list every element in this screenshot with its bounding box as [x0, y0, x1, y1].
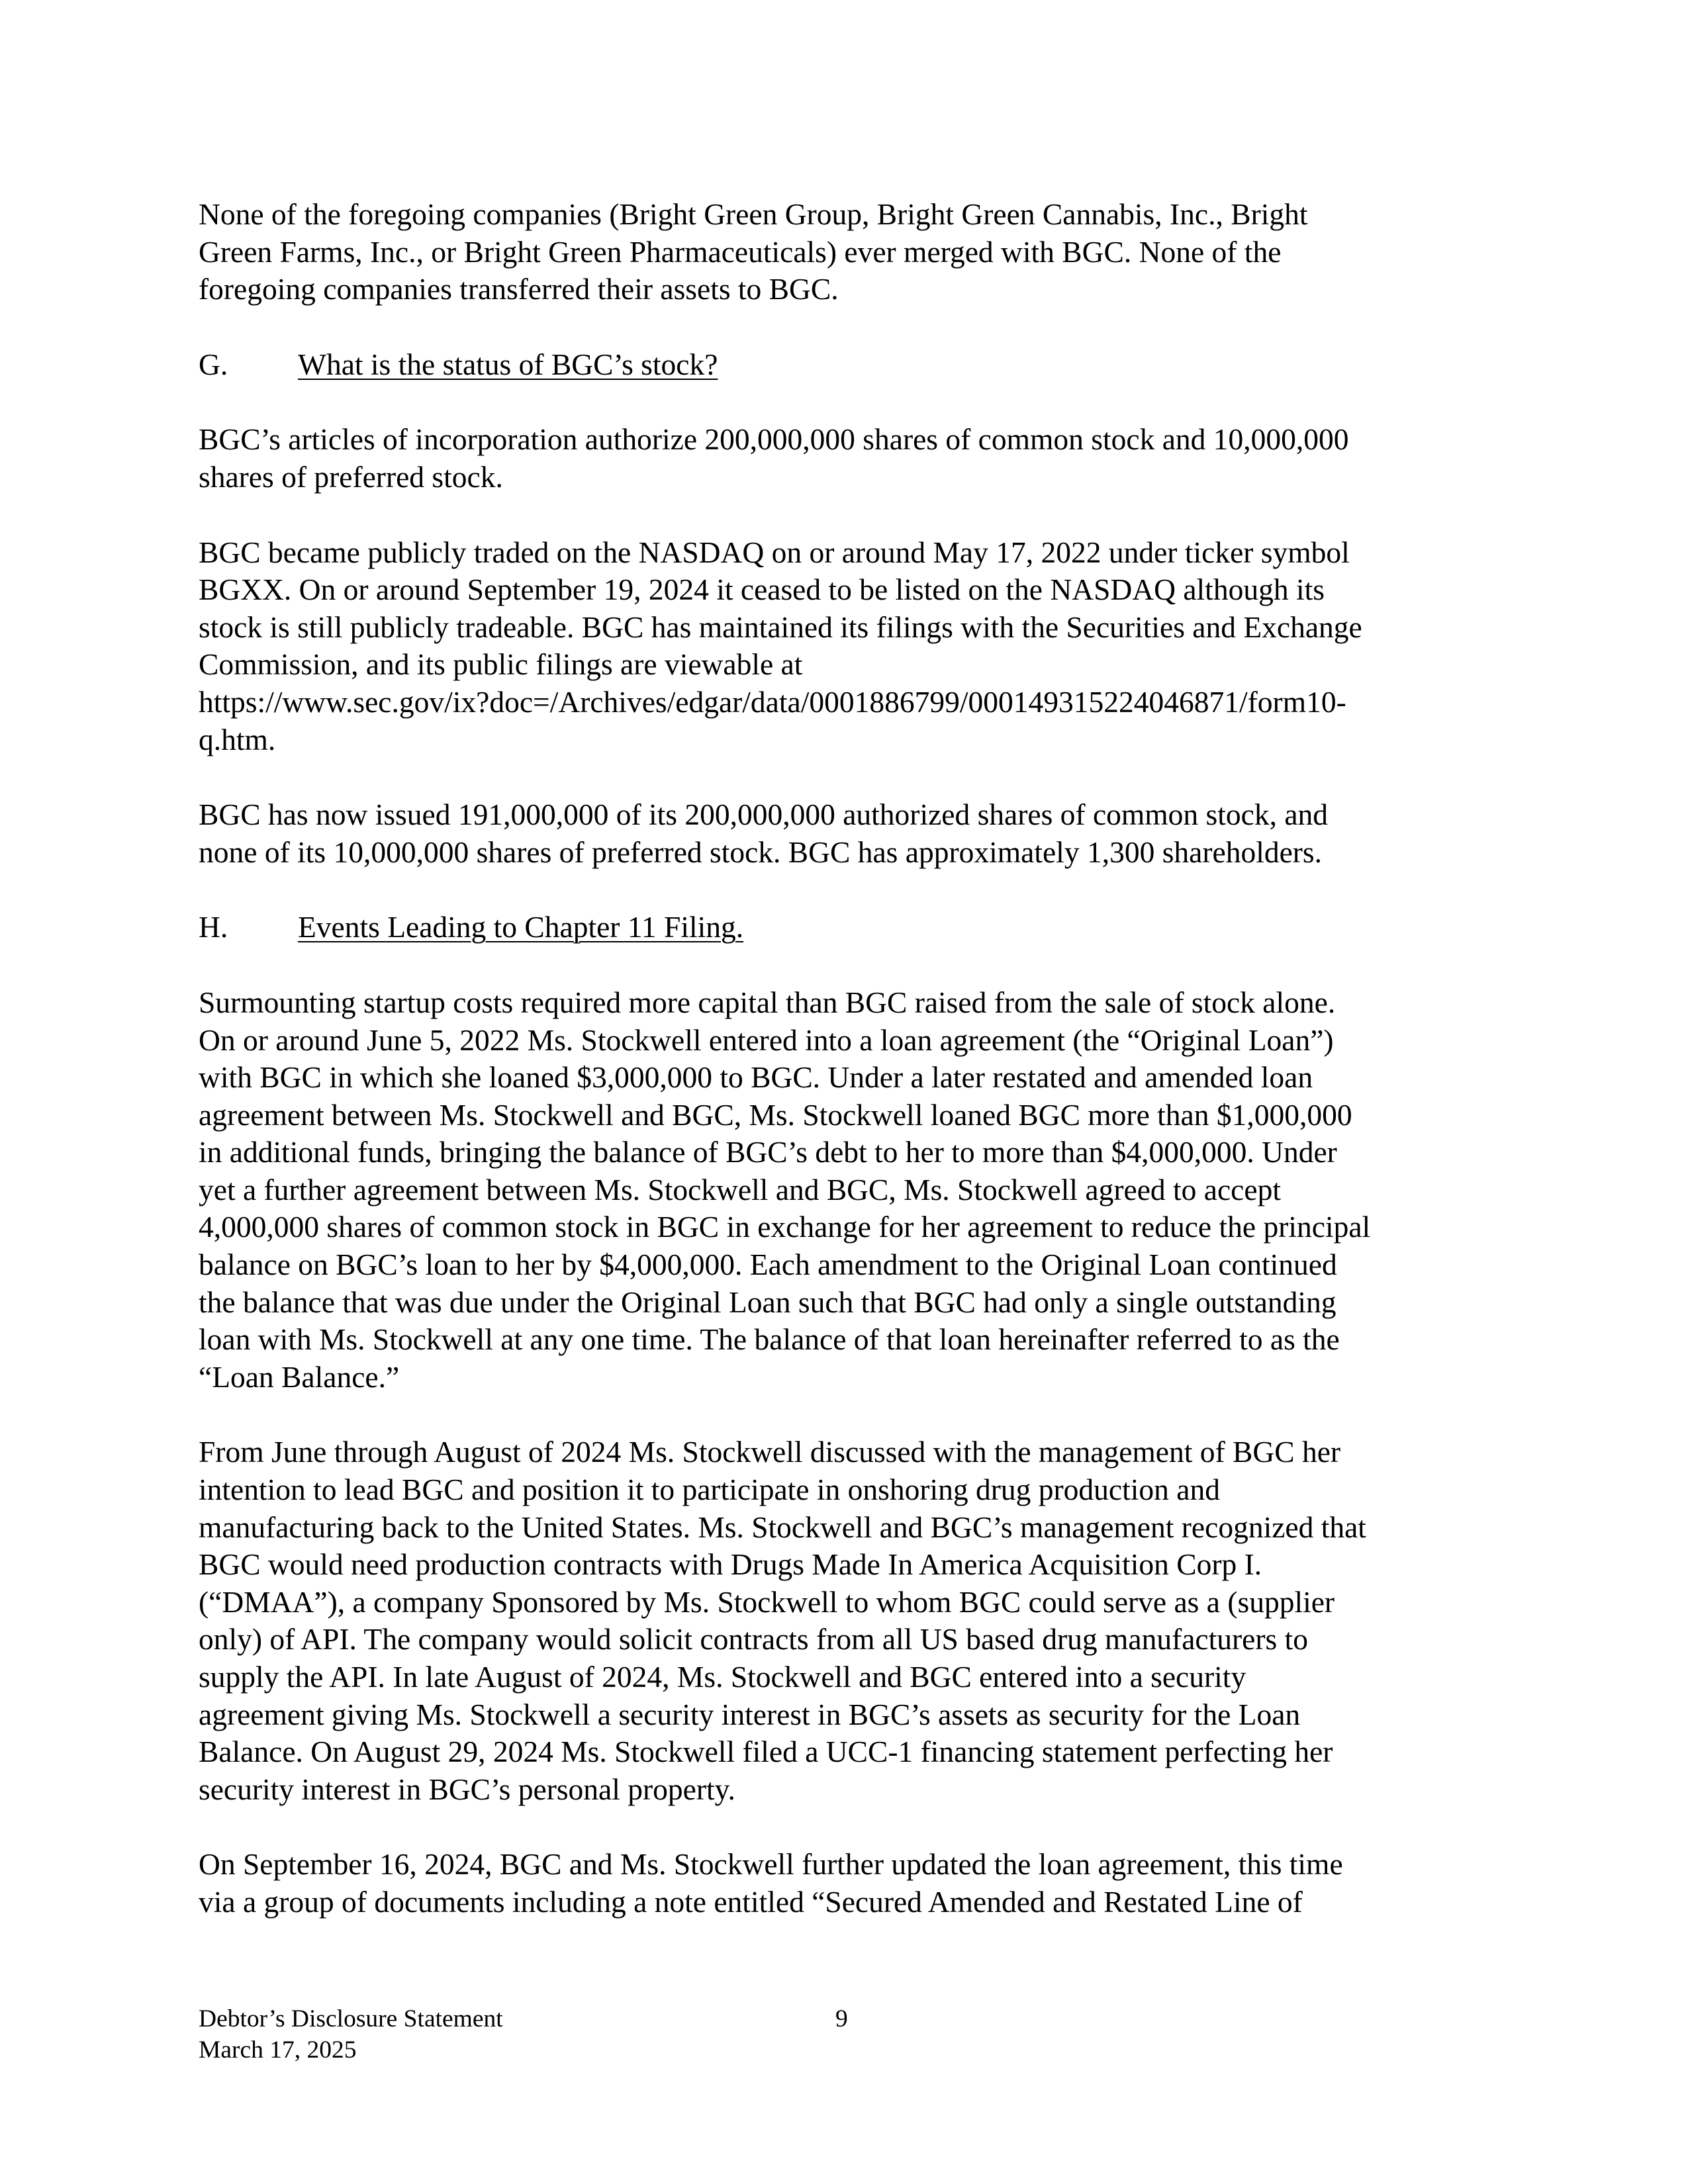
paragraph-line: intention to lead BGC and position it to participate in onshoring drug production and — [199, 1473, 1220, 1507]
paragraph-line: the balance that was due under the Original Loan such that BGC had only a single outstanding — [199, 1285, 1336, 1319]
paragraph-line: BGC has now issued 191,000,000 of its 200,000,000 authorized shares of common stock, and — [199, 797, 1329, 832]
paragraph-line: balance on BGC’s loan to her by $4,000,000. Each amendment to the Original Loan continued — [199, 1248, 1337, 1282]
paragraph — [199, 1846, 1496, 1921]
paragraph — [199, 984, 1496, 1396]
paragraph-line: BGC became publicly traded on the NASDAQ on or around May 17, 2022 under ticker symbol — [199, 535, 1350, 569]
paragraph-line: On September 16, 2024, BGC and Ms. Stockwell further updated the loan agreement, this time — [199, 1847, 1343, 1882]
paragraph-line: Green Farms, Inc., or Bright Green Pharmaceuticals) ever merged with BGC. None of the — [199, 234, 1282, 269]
paragraph-line: agreement between Ms. Stockwell and BGC, Ms. Stockwell loaned BGC more than $1,000,000 — [199, 1097, 1352, 1132]
paragraph-line: shares of preferred stock. — [199, 459, 503, 494]
paragraph — [199, 196, 1496, 308]
paragraph-line: BGC would need production contracts with Drugs Made In America Acquisition Corp I. — [199, 1547, 1262, 1582]
footer-document-title: Debtor’s Disclosure Statement — [199, 2005, 503, 2032]
paragraph-line: BGXX. On or around September 19, 2024 it ceased to be listed on the NASDAQ although its — [199, 572, 1325, 607]
paragraph-line: “Loan Balance.” — [199, 1359, 400, 1394]
paragraph-line: manufacturing back to the United States. Ms. Stockwell and BGC’s management recognized that — [199, 1510, 1366, 1544]
paragraph-line: Commission, and its public filings are viewable at — [199, 647, 803, 682]
paragraph-line: security interest in BGC’s personal property. — [199, 1772, 735, 1806]
paragraph-line: None of the foregoing companies (Bright Green Group, Bright Green Cannabis, Inc., Bright — [199, 197, 1308, 231]
section-heading-text: What is the status of BGC’s stock? — [298, 347, 718, 381]
page-number: 9 — [835, 2005, 848, 2032]
section-heading-letter: G. — [199, 347, 228, 381]
paragraph-line: none of its 10,000,000 shares of preferred stock. BGC has approximately 1,300 shareholders. — [199, 835, 1323, 869]
paragraph-line: only) of API. The company would solicit contracts from all US based drug manufacturers to — [199, 1622, 1308, 1657]
paragraph-line: Balance. On August 29, 2024 Ms. Stockwell filed a UCC-1 financing statement perfecting her — [199, 1735, 1333, 1769]
paragraph-line: with BGC in which she loaned $3,000,000 to BGC. Under a later restated and amended loan — [199, 1060, 1313, 1095]
section-heading — [199, 346, 1496, 384]
section-heading — [199, 909, 1496, 946]
paragraph-line: agreement giving Ms. Stockwell a security interest in BGC’s assets as security for the Loan — [199, 1697, 1301, 1731]
section-heading-letter: H. — [199, 910, 228, 944]
paragraph-line: (“DMAA”), a company Sponsored by Ms. Stockwell to whom BGC could serve as a (supplier — [199, 1584, 1335, 1619]
paragraph-line: stock is still publicly tradeable. BGC has maintained its filings with the Securities and Exchange — [199, 610, 1362, 644]
paragraph-line: 4,000,000 shares of common stock in BGC in exchange for her agreement to reduce the principal — [199, 1210, 1371, 1244]
paragraph — [199, 1433, 1496, 1808]
paragraph-line: Surmounting startup costs required more capital than BGC raised from the sale of stock alone. — [199, 985, 1336, 1019]
paragraph-line: BGC’s articles of incorporation authorize 200,000,000 shares of common stock and 10,000,000 — [199, 422, 1349, 457]
section-heading-text: Events Leading to Chapter 11 Filing. — [298, 910, 744, 944]
paragraph-line: From June through August of 2024 Ms. Stockwell discussed with the management of BGC her — [199, 1435, 1341, 1469]
paragraph-line: q.htm. — [199, 722, 276, 756]
page-footer — [199, 2003, 1496, 2066]
paragraph-line: foregoing companies transferred their assets to BGC. — [199, 272, 839, 306]
paragraph-line: via a group of documents including a note entitled “Secured Amended and Restated Line of — [199, 1884, 1303, 1919]
paragraph — [199, 796, 1496, 871]
paragraph-line: yet a further agreement between Ms. Stockwell and BGC, Ms. Stockwell agreed to accept — [199, 1172, 1281, 1206]
paragraph-line: in additional funds, bringing the balance of BGC’s debt to her to more than $4,000,000. Under — [199, 1135, 1337, 1169]
paragraph-line: https://www.sec.gov/ix?doc=/Archives/edgar/data/0001886799/000149315224046871/form10- — [199, 684, 1346, 719]
paragraph-line: supply the API. In late August of 2024, Ms. Stockwell and BGC entered into a security — [199, 1660, 1246, 1694]
paragraph-line: loan with Ms. Stockwell at any one time. The balance of that loan hereinafter referred to as the — [199, 1322, 1340, 1357]
footer-date: March 17, 2025 — [199, 2036, 357, 2064]
document-body — [199, 196, 1496, 1959]
paragraph-line: On or around June 5, 2022 Ms. Stockwell entered into a loan agreement (the “Original Loan”) — [199, 1023, 1334, 1057]
paragraph — [199, 534, 1496, 759]
paragraph — [199, 421, 1496, 496]
